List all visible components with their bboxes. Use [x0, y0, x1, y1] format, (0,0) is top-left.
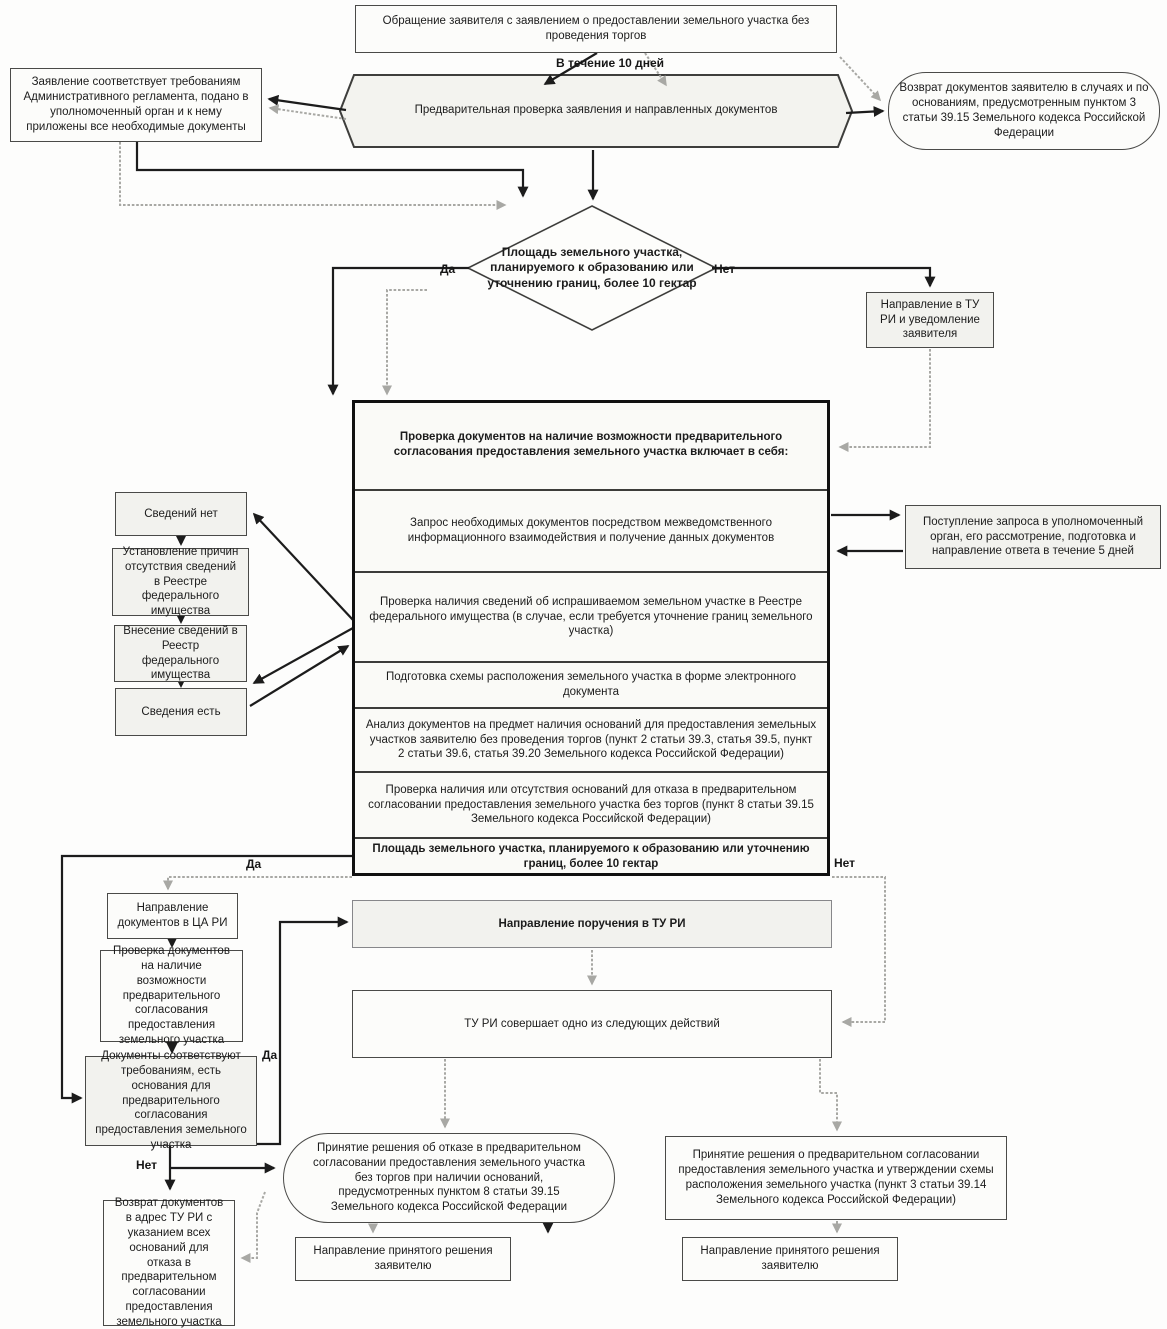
- bigbox-row-text: Анализ документов на предмет наличия оснований для предоставления земельных участков заявителю без проведения торгов (пункт 2 статьи 39.3, статья 39.5, пункт 2 статьи 39.6, статья 39.20 Земельного кодекса Российской Федерации): [365, 718, 817, 761]
- within-10-days-label: В течение 10 дней: [555, 56, 665, 70]
- area-decision-node: [478, 228, 706, 308]
- prelim-check-text: Предварительная проверка заявления и направленных документов: [414, 103, 778, 116]
- bigbox-yes-label: Да: [246, 857, 262, 871]
- bigbox-area-row: [352, 838, 830, 876]
- add-registry-text: Внесение сведений в Реестр федерального имущества: [123, 624, 238, 682]
- bigbox-row-text: Подготовка схемы расположения земельного участка в форме электронного документа: [385, 671, 797, 698]
- start-node-text: Обращение заявителя с заявлением о предоставлении земельного участка без проведения торгов: [382, 15, 810, 42]
- start-node: [355, 5, 837, 53]
- bigbox-row-text: Проверка наличия сведений об испрашиваемом земельном участке в Реестре федерального имущества (в случае, если требуется уточнение границ земельного участка): [369, 595, 813, 638]
- no-info-text: Сведений нет: [144, 507, 218, 520]
- send-decision-right-node: [682, 1237, 898, 1281]
- return-docs-turi-text: Возврат документов в адрес ТУ РИ с указанием всех оснований для отказа в предварительном согласовании предоставления земельного участка: [114, 1196, 224, 1329]
- return-docs-text: Возврат документов заявителю в случаях и по основаниям, предусмотренным пунктом 3 статьи 39.15 Земельного кодекса Российской Федерации: [899, 82, 1149, 139]
- info-exists-text: Сведения есть: [141, 705, 221, 718]
- decision-yes-label: Да: [440, 262, 456, 276]
- send-turi-notify-text: Направление в ТУ РИ и уведомление заявителя: [880, 298, 980, 341]
- send-decision-right-text: Направление принятого решения заявителю: [700, 1245, 880, 1272]
- decision-refuse-text: Принятие решения об отказе в предварительном согласовании предоставления земельного участка без торгов при наличии оснований, предусмотренных пунктом 8 статьи 39.15 Земельного кодекса Российской Федерации: [313, 1141, 585, 1214]
- send-order-turi-text: Направление поручения в ТУ РИ: [498, 917, 686, 930]
- send-order-turi-node: [352, 900, 832, 948]
- send-turi-notify-node: [866, 292, 994, 348]
- send-decision-left-node: [295, 1237, 511, 1281]
- bigbox-row: [352, 772, 830, 838]
- request-to-authority-node: [905, 505, 1161, 569]
- bigbox-row-text: Проверка наличия или отсутствия оснований для отказа в предварительном согласовании предоставления земельного участка без торгов (пункт 8 статьи 39.15 Земельного кодекса Российской Федерации): [368, 783, 814, 826]
- bigbox-row-text: Запрос необходимых документов посредством межведомственного информационного взаимодействия и получение данных документов: [407, 517, 775, 544]
- check-docs-node: [100, 944, 243, 1047]
- request-to-authority-text: Поступление запроса в уполномоченный орган, его рассмотрение, подготовка и направление ответа в течение 5 дней: [923, 515, 1143, 558]
- turi-actions-text: ТУ РИ совершает одно из следующих действий: [464, 1017, 720, 1030]
- area-decision-text: Площадь земельного участка, планируемого к образованию или уточнению границ, более 10 гектар: [487, 244, 697, 290]
- decision-no-label: Нет: [714, 262, 736, 276]
- decision-refuse-node: [283, 1133, 615, 1223]
- bigbox-header: [352, 400, 830, 490]
- application-valid-node: [10, 68, 262, 142]
- docs-meet-node: [85, 1049, 257, 1152]
- return-docs-turi-node: [103, 1196, 235, 1329]
- docs-meet-no-label: Нет: [136, 1158, 158, 1172]
- check-docs-text: Проверка документов на наличие возможности предварительного согласования предоставления земельного участка: [113, 944, 230, 1047]
- decision-approve-text: Принятие решения о предварительном согласовании предоставления земельного участка и утверждении схемы расположения земельного участка (пункт 3 статьи 39.14 Земельного кодекса Российской Федерации): [678, 1149, 994, 1206]
- decision-approve-node: [665, 1136, 1007, 1220]
- bigbox-row: [352, 708, 830, 772]
- turi-actions-node: [352, 990, 832, 1058]
- bigbox-row: [352, 490, 830, 572]
- send-docs-ca-text: Направление документов в ЦА РИ: [117, 902, 228, 929]
- application-valid-text: Заявление соответствует требованиям Административного регламента, подано в уполномоченный орган и к нему приложены все необходимые документы: [23, 76, 249, 133]
- bigbox-row: [352, 662, 830, 708]
- bigbox-area-row-text: Площадь земельного участка, планируемого к образованию или уточнению границ, более 10 гектар: [372, 843, 810, 870]
- no-info-node: [115, 492, 247, 536]
- establish-reasons-node: [112, 545, 249, 618]
- docs-meet-text: Документы соответствуют требованиям, есть основания для предварительного согласования предоставления земельного участка: [95, 1049, 247, 1152]
- send-decision-left-text: Направление принятого решения заявителю: [313, 1245, 493, 1272]
- bigbox-no-label: Нет: [834, 856, 856, 870]
- return-docs-node: [888, 72, 1160, 150]
- docs-meet-yes-label: Да: [262, 1048, 278, 1062]
- info-exists-node: [115, 688, 247, 736]
- bigbox-row: [352, 572, 830, 662]
- send-docs-ca-node: [107, 893, 238, 939]
- add-registry-node: [114, 625, 247, 682]
- bigbox-header-text: Проверка документов на наличие возможности предварительного согласования предоставления земельного участка включает в себя:: [393, 431, 789, 458]
- prelim-check-node: [365, 77, 827, 143]
- establish-reasons-text: Установление причин отсутствия сведений в Реестре федерального имущества: [122, 545, 239, 618]
